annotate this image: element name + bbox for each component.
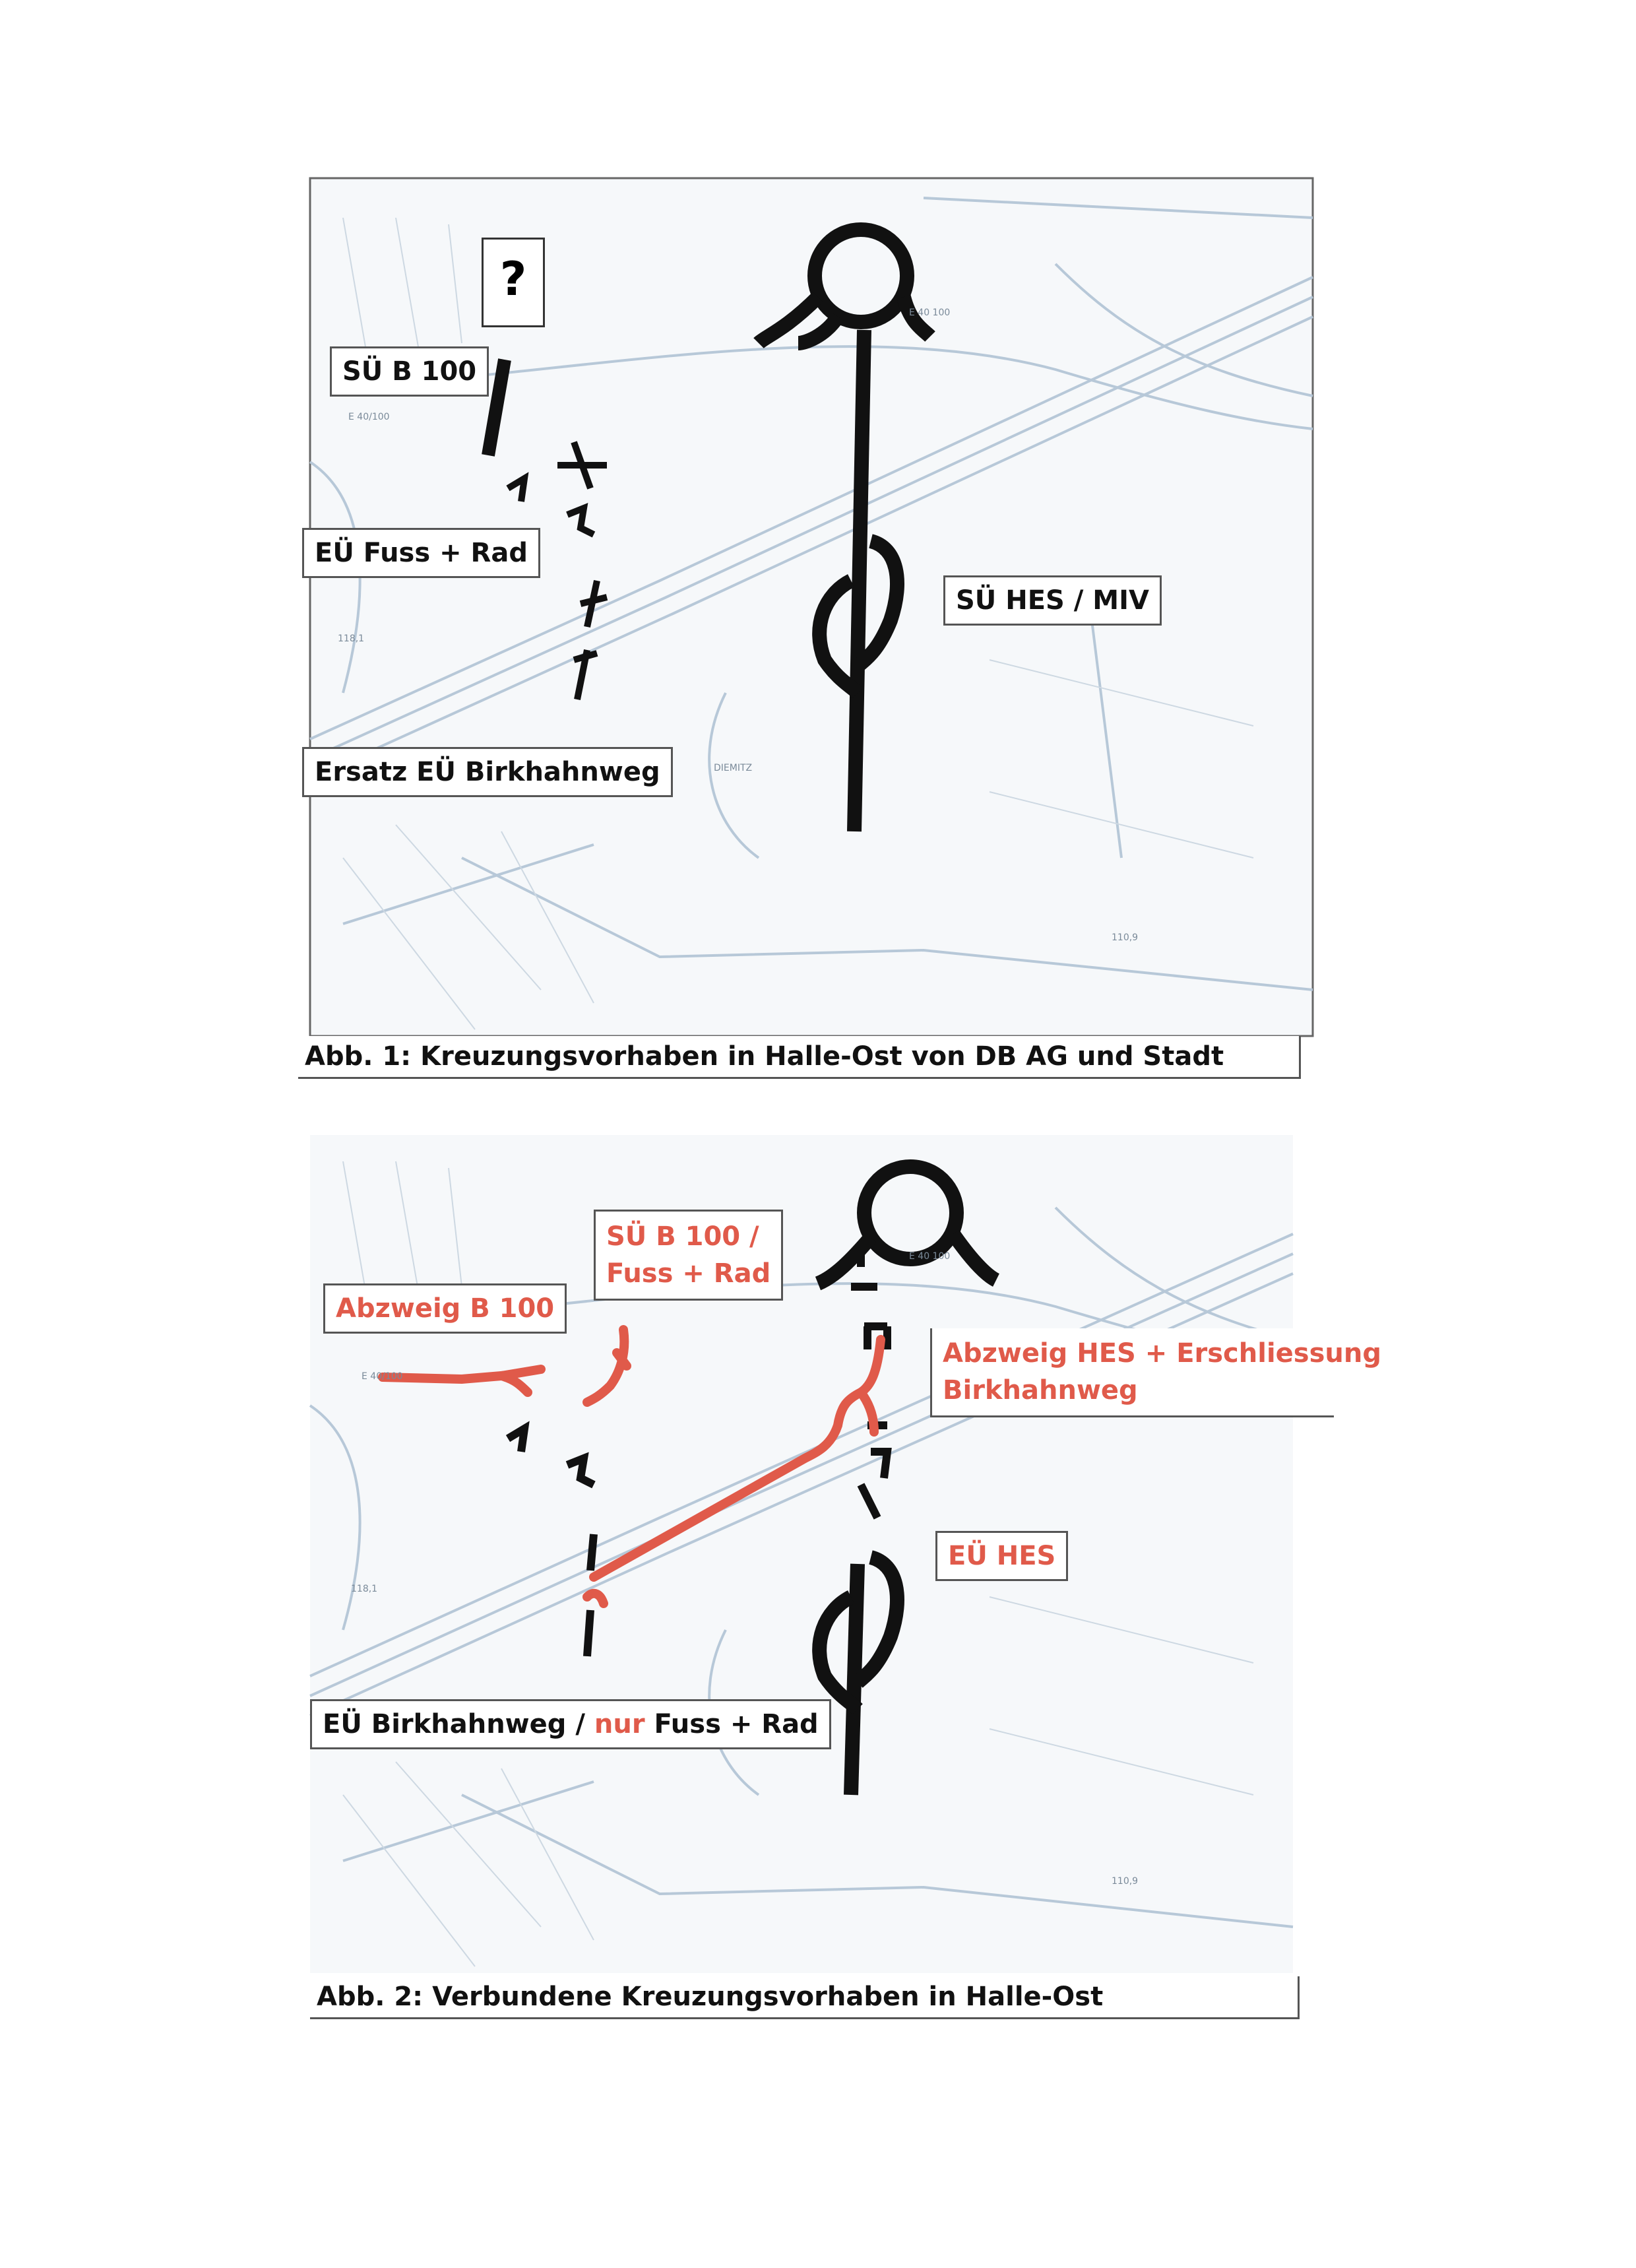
figure1-e40-west-label: E 40/100 [348, 412, 390, 422]
figure2-map [310, 1135, 1293, 1973]
figure1-spot-118: 118,1 [338, 633, 365, 644]
label-eu-birk-suffix: Fuss + Rad [645, 1709, 819, 1739]
label-ersatz-eu-birkhahnweg: Ersatz EÜ Birkhahnweg [302, 747, 673, 797]
figure1-diemitz-label: DIEMITZ [714, 763, 753, 773]
label-su-b100-fuss-rad [594, 1210, 783, 1301]
figure1-caption: Abb. 1: Kreuzungsvorhaben in Halle-Ost von DB AG und Stadt [298, 1036, 1301, 1079]
figure2-caption: Abb. 2: Verbundene Kreuzungsvorhaben in Halle-Ost [310, 1976, 1300, 2019]
label-eu-fuss-rad: EÜ Fuss + Rad [302, 528, 540, 578]
label-su-b100-line1: SÜ B 100 / [606, 1221, 759, 1252]
figure2-frame [310, 1135, 1293, 1973]
figure1-spot-110: 110,9 [1112, 932, 1139, 943]
label-su-b100: SÜ B 100 [330, 346, 489, 397]
label-eu-birk-prefix: EÜ Birkhahnweg / [323, 1709, 594, 1739]
label-su-b100-line2: Fuss + Rad [606, 1258, 771, 1289]
figure2-spot-118: 118,1 [351, 1584, 378, 1594]
figure2-e40-west-label: E 40/100 [362, 1371, 403, 1382]
label-abzweig-hes-line2: Birkhahnweg [943, 1375, 1138, 1406]
figure1-e40-label: E 40 100 [909, 308, 951, 318]
question-mark-box: ? [482, 238, 545, 327]
figure1-map [310, 178, 1313, 1036]
label-eu-birkhahnweg-nur-fuss-rad [310, 1699, 831, 1749]
label-eu-hes-text: EÜ HES [948, 1541, 1056, 1571]
label-abzweig-hes [930, 1328, 1381, 1417]
figure2-e40-label: E 40 100 [909, 1251, 951, 1262]
label-su-hes-miv: SÜ HES / MIV [943, 575, 1162, 626]
label-abzweig-hes-line1: Abzweig HES + Erschliessung [943, 1338, 1381, 1369]
label-abzweig-b100: Abzweig B 100 [323, 1283, 567, 1334]
label-eu-hes [935, 1531, 1068, 1581]
label-eu-birk-nur: nur [594, 1709, 645, 1739]
figure2-spot-110: 110,9 [1112, 1876, 1139, 1887]
